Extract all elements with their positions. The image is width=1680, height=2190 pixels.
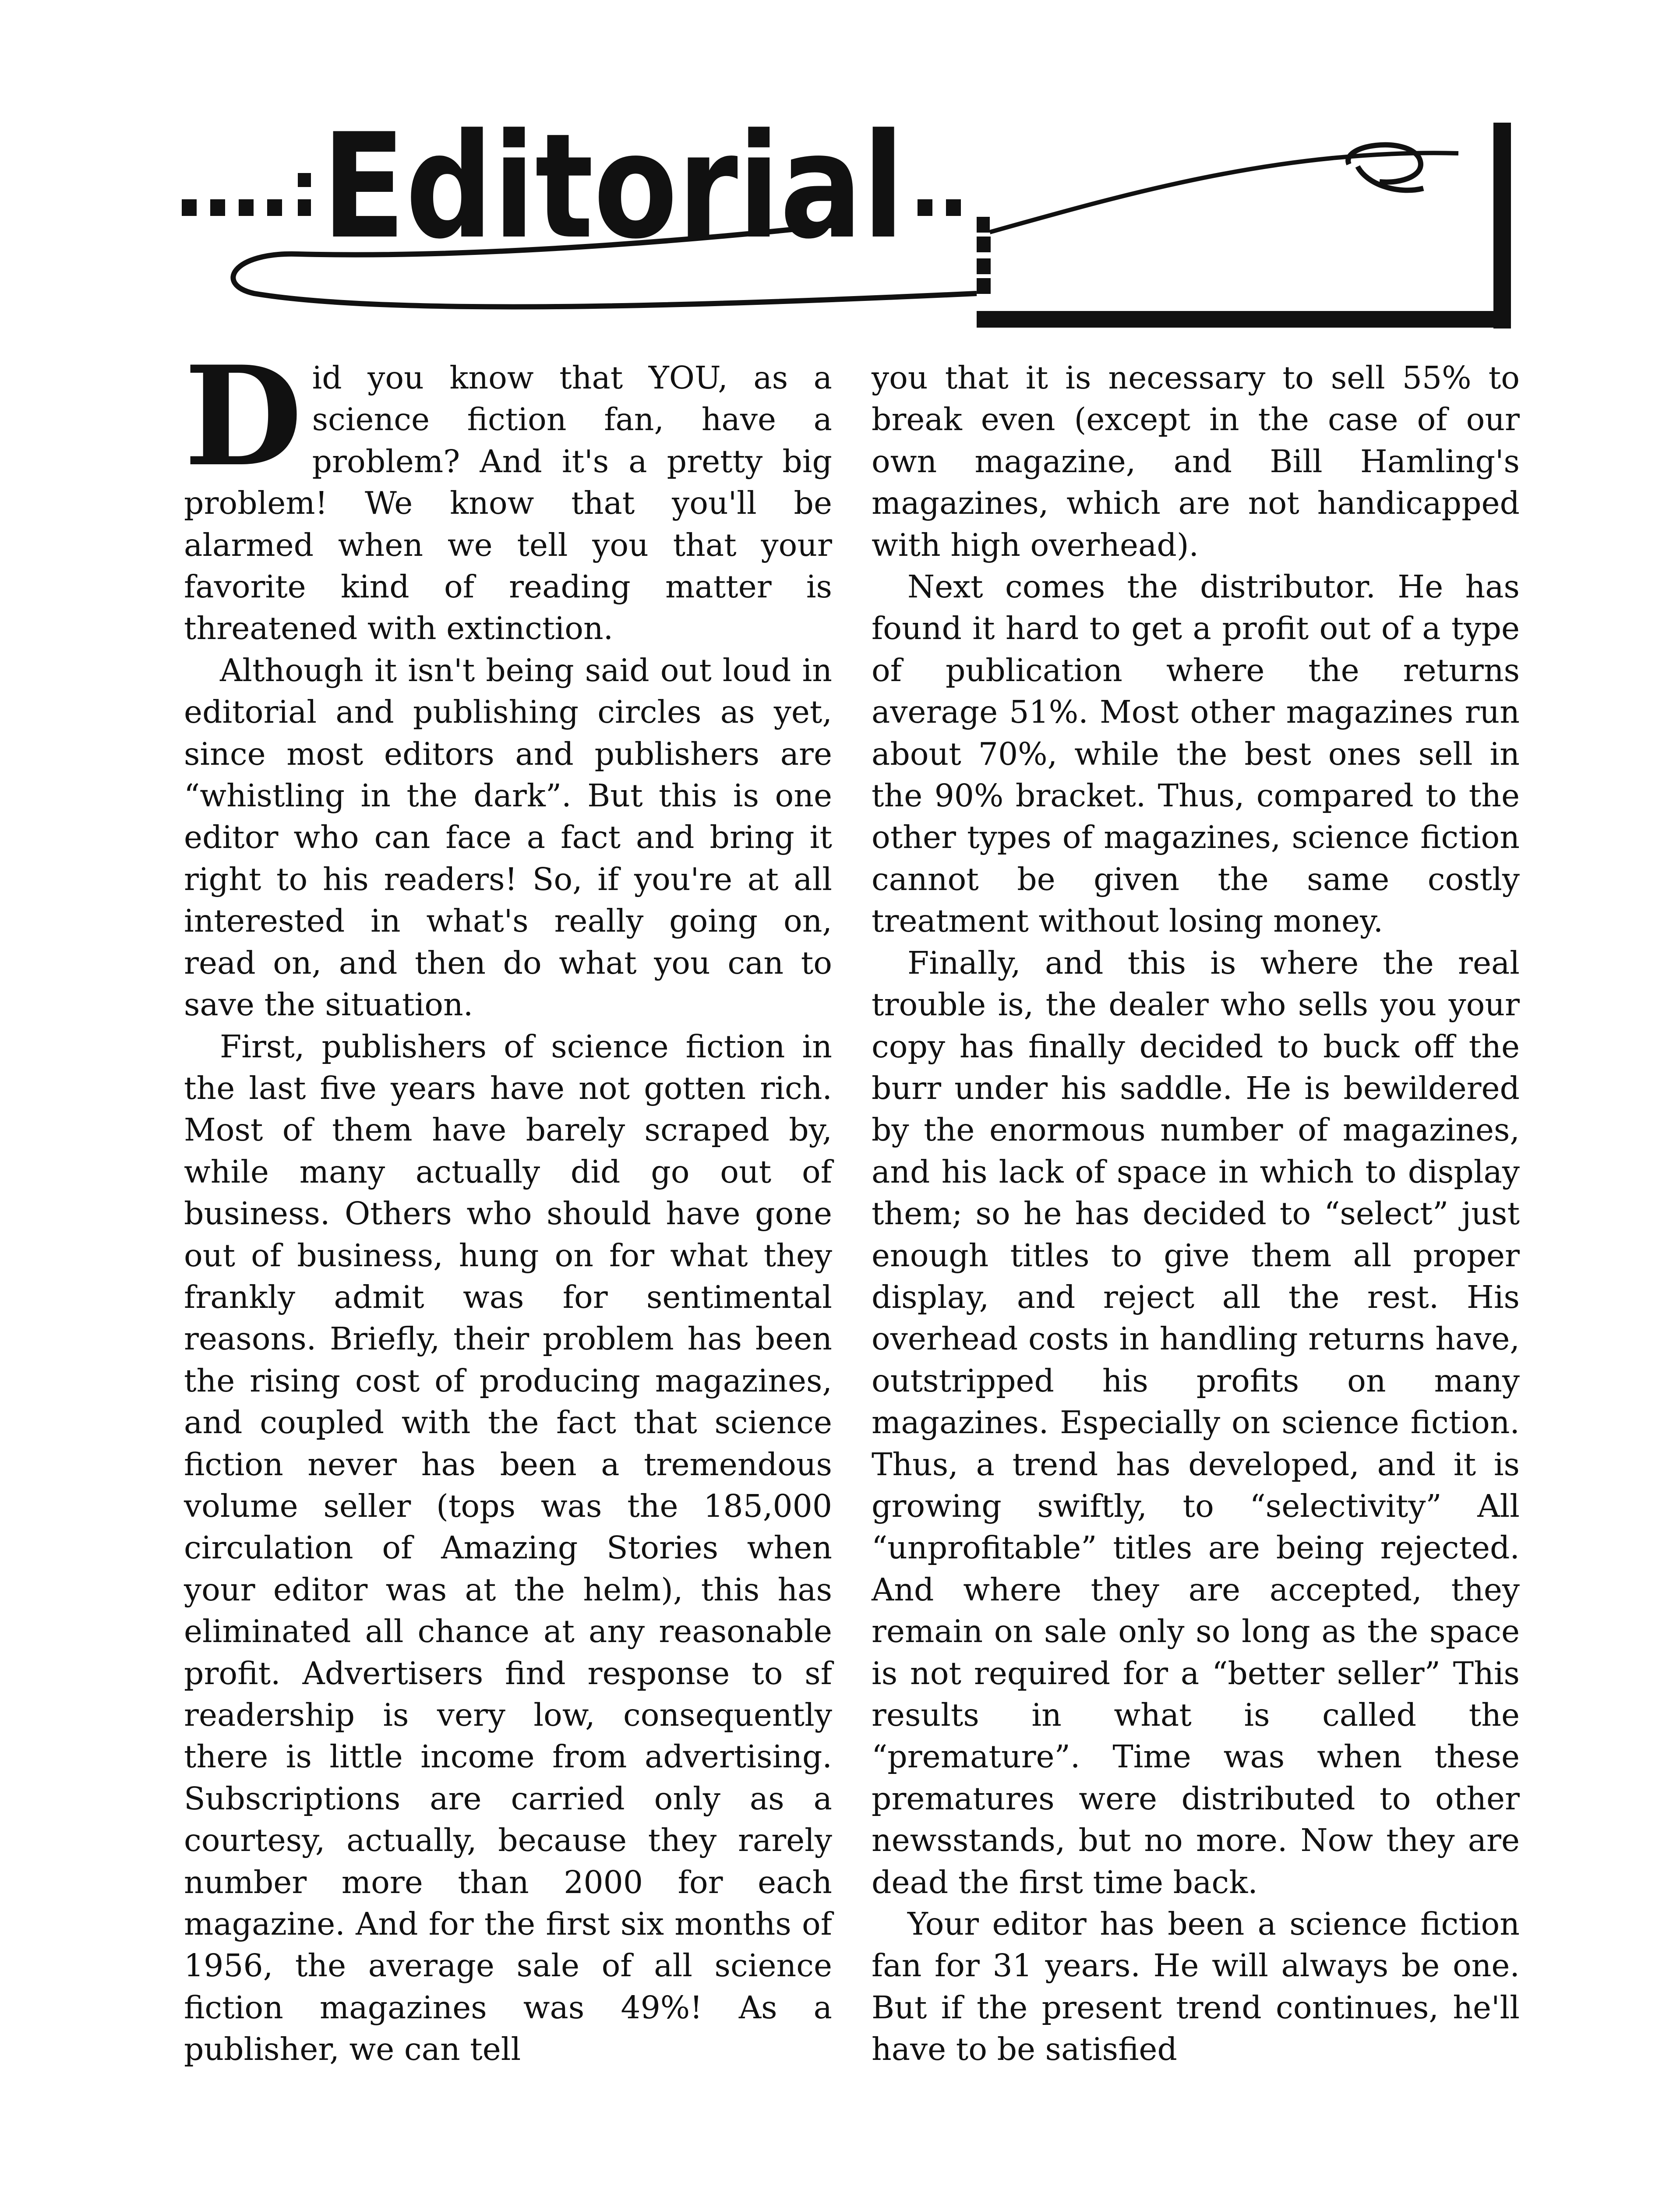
paragraph-1 <box>184 336 832 650</box>
swoosh-curl <box>1348 145 1423 191</box>
right-column <box>872 357 1520 2070</box>
editorial-banner-graphic <box>166 101 1524 346</box>
paragraph-4: you that it is necessary to sell 55% to break even (except in the case of our own magazine, and Bill Hamling's magazines, which are not handicapped with high overhead). <box>872 360 1520 563</box>
frame-horizontal-bar <box>977 311 1511 328</box>
paragraph-2: Although it isn't being said out loud in editorial and publishing circles as yet, since most editors and publishers are “whistling in the dark”. But this is one editor who can face a fact and bring it right to his readers! So, if you're at all interested in what's really going on, read on, and then do what you can to save the situation. <box>184 652 832 1023</box>
paragraph-3: First, publishers of science fiction in the last five years have not gotten rich. Most of them have barely scraped by, while many actually did go out of business. Others who should have gone out of business, hung on for what they frankly admit was for sentimental reasons. Briefly, their problem has been the rising cost of producing magazines, and coupled with the fact that science fiction never has been a tremendous volume seller (tops was the 185,000 circulation of Amazing Stories when your editor was at the helm), this has eliminated all chance at any reasonable profit. Advertisers find response to sf readership is very low, consequently there is little income from advertising. Subscriptions are carried only as a courtesy, actually, because they rarely number more than 2000 for each magazine. And for the first six months of 1956, the average sale of all science fiction magazines was 49%! As a publisher, we can tell <box>184 1028 832 2068</box>
swoosh-upper <box>990 153 1458 232</box>
left-column <box>184 336 832 2070</box>
paragraph-5: Next comes the distributor. He has found it hard to get a profit out of a type of publication where the returns average 51%. Most other magazines run about 70%, while the best ones sell in the 90% bracket. Thus, compared to the other types of magazines, science fiction cannot be given the same costly treatment without losing money. <box>872 569 1520 940</box>
leading-dots <box>182 173 311 216</box>
paragraph-1-text: id you know that YOU, as a science fiction fan, have a problem? And it's a pretty big problem! We know that you'll be alarmed when we tell you that your favorite kind of reading matter is threatened with extinction. <box>184 360 832 647</box>
trailing-dots <box>918 199 991 294</box>
editorial-title: Editorial <box>322 102 904 271</box>
editorial-header <box>166 101 1524 346</box>
drop-cap: D <box>184 336 303 497</box>
paragraph-7: Your editor has been a science fiction fan for 31 years. He will always be one. But if the present trend continues, he'll have to be satisfied <box>872 1906 1520 2068</box>
paragraph-6: Finally, and this is where the real trouble is, the dealer who sells you your copy has finally decided to buck off the burr under his saddle. He is bewildered by the enormous number of magazines, and his lack of space in which to display them; so he has decided to “select” just enough titles to give them all proper display, and reject all the rest. His overhead costs in handling returns have, outstripped his profits on many magazines. Especially on science fiction. Thus, a trend has developed, and it is growing swiftly, to “selectivity” All “unprofitable” titles are being rejected. And where they are accepted, they remain on sale only so long as the space is not required for a “better seller” This results in what is called the “premature”. Time was when these prematures were distributed to other newsstands, but no more. Now they are dead the first time back. <box>872 944 1520 1900</box>
frame-vertical-bar <box>1493 123 1511 328</box>
